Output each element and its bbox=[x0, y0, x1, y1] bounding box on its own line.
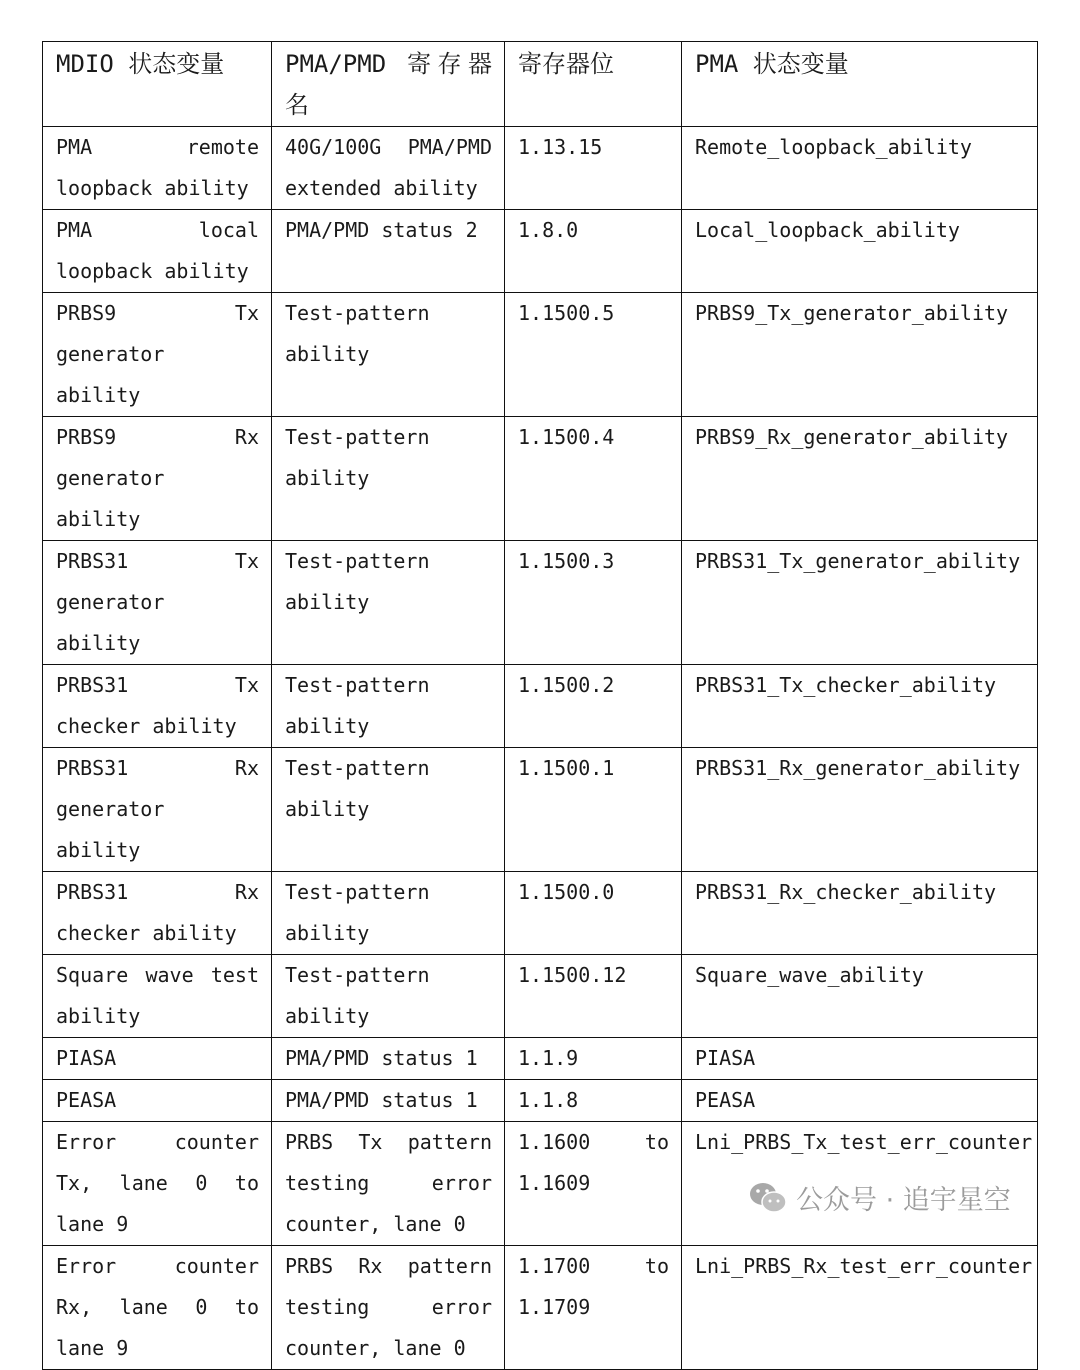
cell-mdio-variable: PRBS31 Rx checker ability bbox=[43, 872, 272, 955]
cell-pma-variable: PRBS9_Rx_generator_ability bbox=[682, 417, 1038, 541]
cell-mdio-variable: PMA remote loopback ability bbox=[43, 127, 272, 210]
cell-mdio-variable: Square wave test ability bbox=[43, 955, 272, 1038]
cell-pma-variable: PRBS9_Tx_generator_ability bbox=[682, 293, 1038, 417]
cell-mdio-variable: Error counter Tx, lane 0 to lane 9 bbox=[43, 1122, 272, 1246]
cell-pma-variable: PEASA bbox=[682, 1080, 1038, 1122]
table-row bbox=[43, 665, 1038, 748]
cell-mdio-variable: PRBS31 Rx generator ability bbox=[43, 748, 272, 872]
cell-mdio-variable: Error counter Rx, lane 0 to lane 9 bbox=[43, 1246, 272, 1370]
cell-register-bit: 1.1500.4 bbox=[505, 417, 682, 541]
cell-register-name: Test-pattern ability bbox=[272, 665, 505, 748]
register-table bbox=[42, 41, 1038, 1370]
wechat-icon bbox=[748, 1180, 788, 1216]
cell-register-name: PMA/PMD status 2 bbox=[272, 210, 505, 293]
header-pma-variable: PMA 状态变量 bbox=[682, 42, 1038, 127]
cell-pma-variable: PRBS31_Tx_checker_ability bbox=[682, 665, 1038, 748]
watermark bbox=[748, 1178, 1011, 1217]
cell-register-bit: 1.1500.5 bbox=[505, 293, 682, 417]
header-register-name: PMA/PMD 寄存器名 bbox=[272, 42, 505, 127]
cell-register-name: PRBS Tx pattern testing error counter, lane 0 bbox=[272, 1122, 505, 1246]
cell-register-name: PRBS Rx pattern testing error counter, lane 0 bbox=[272, 1246, 505, 1370]
table-row bbox=[43, 955, 1038, 1038]
cell-mdio-variable: PRBS31 Tx generator ability bbox=[43, 541, 272, 665]
cell-register-name: Test-pattern ability bbox=[272, 417, 505, 541]
cell-mdio-variable: PRBS9 Tx generator ability bbox=[43, 293, 272, 417]
cell-mdio-variable: PEASA bbox=[43, 1080, 272, 1122]
cell-register-name: 40G/100G PMA/PMD extended ability bbox=[272, 127, 505, 210]
cell-pma-variable: PRBS31_Rx_checker_ability bbox=[682, 872, 1038, 955]
table-row bbox=[43, 1080, 1038, 1122]
cell-register-name: Test-pattern ability bbox=[272, 293, 505, 417]
cell-mdio-variable: PIASA bbox=[43, 1038, 272, 1080]
table-row bbox=[43, 541, 1038, 665]
cell-register-bit: 1.1500.2 bbox=[505, 665, 682, 748]
cell-mdio-variable: PRBS31 Tx checker ability bbox=[43, 665, 272, 748]
cell-pma-variable: Lni_PRBS_Tx_test_err_counter bbox=[682, 1122, 1038, 1246]
cell-register-bit: 1.1500.0 bbox=[505, 872, 682, 955]
cell-mdio-variable: PRBS9 Rx generator ability bbox=[43, 417, 272, 541]
cell-register-name: Test-pattern ability bbox=[272, 872, 505, 955]
cell-register-bit: 1.1.9 bbox=[505, 1038, 682, 1080]
cell-register-name: Test-pattern ability bbox=[272, 955, 505, 1038]
cell-register-bit: 1.8.0 bbox=[505, 210, 682, 293]
cell-pma-variable: PIASA bbox=[682, 1038, 1038, 1080]
watermark-text: 公众号 · 追宇星空 bbox=[796, 1185, 1011, 1216]
cell-register-bit: 1.1600 to 1.1609 bbox=[505, 1122, 682, 1246]
cell-register-bit: 1.1500.3 bbox=[505, 541, 682, 665]
cell-pma-variable: PRBS31_Rx_generator_ability bbox=[682, 748, 1038, 872]
header-mdio-variable: MDIO 状态变量 bbox=[43, 42, 272, 127]
cell-register-bit: 1.13.15 bbox=[505, 127, 682, 210]
cell-pma-variable: Lni_PRBS_Rx_test_err_counter bbox=[682, 1246, 1038, 1370]
cell-register-bit: 1.1700 to 1.1709 bbox=[505, 1246, 682, 1370]
table-row bbox=[43, 748, 1038, 872]
cell-pma-variable: PRBS31_Tx_generator_ability bbox=[682, 541, 1038, 665]
cell-register-name: Test-pattern ability bbox=[272, 541, 505, 665]
table-row bbox=[43, 872, 1038, 955]
cell-pma-variable: Square_wave_ability bbox=[682, 955, 1038, 1038]
cell-pma-variable: Remote_loopback_ability bbox=[682, 127, 1038, 210]
cell-register-bit: 1.1500.12 bbox=[505, 955, 682, 1038]
table-row bbox=[43, 210, 1038, 293]
header-register-bit: 寄存器位 bbox=[505, 42, 682, 127]
cell-register-bit: 1.1.8 bbox=[505, 1080, 682, 1122]
table-row bbox=[43, 127, 1038, 210]
cell-mdio-variable: PMA local loopback ability bbox=[43, 210, 272, 293]
cell-register-name: Test-pattern ability bbox=[272, 748, 505, 872]
table-row bbox=[43, 417, 1038, 541]
cell-register-name: PMA/PMD status 1 bbox=[272, 1080, 505, 1122]
table-row bbox=[43, 1038, 1038, 1080]
header-row bbox=[43, 42, 1038, 127]
cell-register-bit: 1.1500.1 bbox=[505, 748, 682, 872]
table-row bbox=[43, 293, 1038, 417]
cell-register-name: PMA/PMD status 1 bbox=[272, 1038, 505, 1080]
cell-pma-variable: Local_loopback_ability bbox=[682, 210, 1038, 293]
table-row bbox=[43, 1246, 1038, 1370]
